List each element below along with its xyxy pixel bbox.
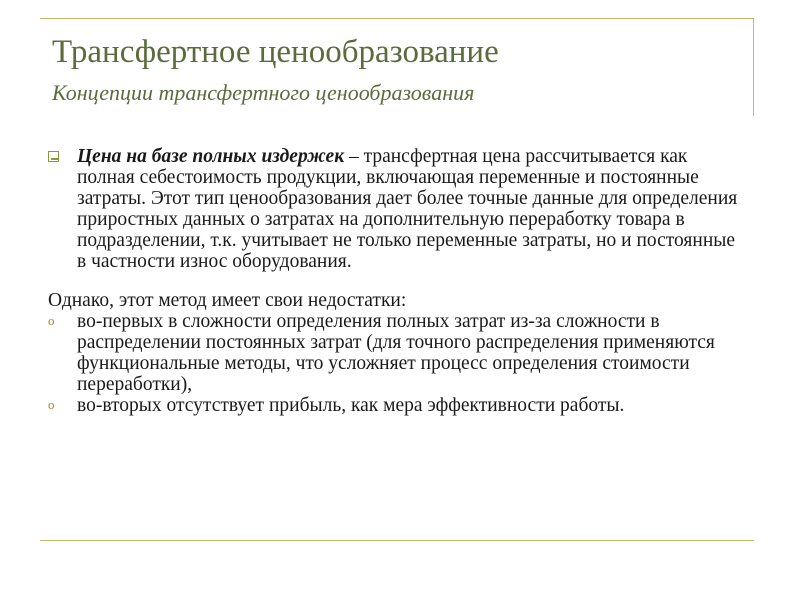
drawbacks-intro: Однако, этот метод имеет свои недостатки: <box>48 290 407 311</box>
drawback-text: во-первых в сложности определения полных затрат из-за сложности в распределении постоянных затрат (для точного распределения применяются функциональные методы, что усложняет процесс определения стоимости переработки), <box>77 311 715 395</box>
frame-right-line <box>753 18 754 116</box>
square-bullet-icon <box>48 151 59 162</box>
slide-title: Трансфертное ценообразование <box>52 34 499 70</box>
frame-top-line <box>40 18 754 19</box>
drawback-item <box>48 395 738 416</box>
frame-bottom-line <box>40 540 754 541</box>
drawback-item <box>48 311 738 395</box>
slide-subtitle: Концепции трансфертного ценообразования <box>52 80 475 105</box>
drawback-text: во-вторых отсутствует прибыль, как мера эффективности работы. <box>77 395 625 416</box>
circle-bullet-icon: o <box>48 313 55 328</box>
main-bullet-lead: Цена на базе полных издержек <box>77 146 345 167</box>
slide-content <box>48 146 738 416</box>
circle-bullet-icon: o <box>48 397 55 412</box>
main-bullet-item <box>48 146 738 272</box>
main-bullet-text: – трансфертная цена рассчитывается как полная себестоимость продукции, включающая переменные и постоянные затраты. Этот тип ценообразования дает более точные данные для определения приростных данных о затратах на дополнительную переработку товара в подразделении, т.к. учитывает не только переменные затраты, но и постоянные в частности износ оборудования. <box>77 146 738 272</box>
